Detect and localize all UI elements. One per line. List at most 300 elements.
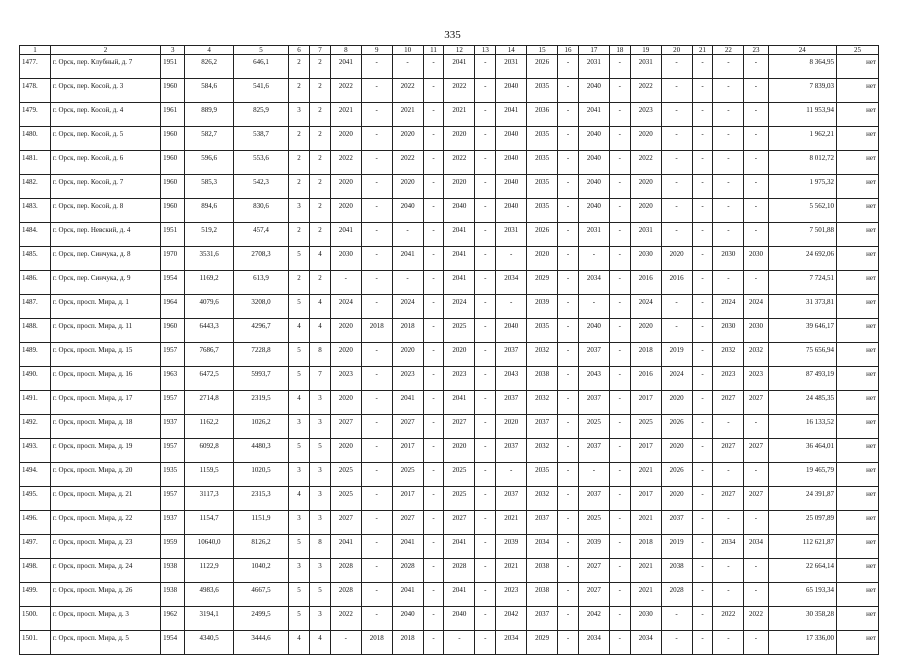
table-cell: 2020	[330, 439, 361, 463]
table-cell: 4340,5	[185, 631, 234, 655]
table-row	[20, 439, 879, 463]
table-cell: 2031	[630, 55, 661, 79]
table-cell: -	[475, 415, 496, 439]
table-cell: 2020	[330, 343, 361, 367]
table-cell: -	[661, 607, 692, 631]
table-cell: 2034	[630, 631, 661, 655]
table-cell: -	[609, 151, 630, 175]
table-cell: -	[661, 55, 692, 79]
table-row	[20, 535, 879, 559]
row-number-cell: 1491.	[20, 391, 51, 415]
table-cell: 25 097,89	[768, 511, 836, 535]
table-cell: нет	[836, 295, 878, 319]
table-cell: -	[423, 631, 444, 655]
table-cell: 1960	[161, 199, 185, 223]
table-cell: 541,6	[233, 79, 288, 103]
table-cell: 2020	[630, 127, 661, 151]
table-cell: -	[361, 607, 392, 631]
table-cell: -	[609, 631, 630, 655]
table-cell: 5	[309, 439, 330, 463]
table-cell: 31 373,81	[768, 295, 836, 319]
buildings-table	[19, 45, 879, 655]
table-cell: 4	[309, 247, 330, 271]
row-number-cell: 1498.	[20, 559, 51, 583]
table-cell: -	[330, 631, 361, 655]
table-cell: -	[692, 511, 713, 535]
table-cell: 1957	[161, 439, 185, 463]
table-cell: -	[361, 583, 392, 607]
table-cell: 2040	[496, 127, 527, 151]
table-cell: -	[361, 223, 392, 247]
table-cell: 2041	[330, 223, 361, 247]
table-cell: 585,3	[185, 175, 234, 199]
table-cell: -	[609, 415, 630, 439]
table-cell: -	[423, 367, 444, 391]
row-number-cell: 1482.	[20, 175, 51, 199]
table-cell: 2030	[713, 247, 744, 271]
table-cell: 2042	[578, 607, 609, 631]
table-cell: -	[330, 271, 361, 295]
table-cell: 2029	[527, 631, 558, 655]
table-cell: 2040	[578, 79, 609, 103]
table-cell: -	[744, 631, 768, 655]
table-cell: -	[661, 223, 692, 247]
table-row	[20, 55, 879, 79]
table-cell: 2041	[392, 583, 423, 607]
table-cell: -	[558, 295, 579, 319]
table-row	[20, 151, 879, 175]
address-cell: г. Орск, пер. Синчука, д. 9	[50, 271, 160, 295]
table-cell: 5 562,10	[768, 199, 836, 223]
table-cell: -	[361, 175, 392, 199]
table-cell: 2022	[444, 151, 475, 175]
table-cell: 2	[309, 199, 330, 223]
table-cell: -	[423, 319, 444, 343]
row-number-cell: 1489.	[20, 343, 51, 367]
table-cell: -	[423, 199, 444, 223]
table-cell: нет	[836, 391, 878, 415]
row-number-cell: 1490.	[20, 367, 51, 391]
table-cell: 2040	[496, 175, 527, 199]
table-cell: -	[423, 463, 444, 487]
table-cell: -	[609, 487, 630, 511]
table-cell: 8 364,95	[768, 55, 836, 79]
table-cell: 2020	[330, 199, 361, 223]
table-cell: -	[558, 319, 579, 343]
table-cell: 3	[309, 415, 330, 439]
table-cell: 2026	[527, 223, 558, 247]
column-header: 13	[475, 46, 496, 55]
table-cell: -	[744, 463, 768, 487]
column-header: 18	[609, 46, 630, 55]
table-cell: -	[661, 151, 692, 175]
table-cell: 4	[309, 295, 330, 319]
table-cell: -	[661, 103, 692, 127]
address-cell: г. Орск, просп. Мира, д. 18	[50, 415, 160, 439]
table-cell: -	[475, 151, 496, 175]
table-cell: 2020	[661, 439, 692, 463]
table-cell: 889,9	[185, 103, 234, 127]
table-cell: 1961	[161, 103, 185, 127]
table-cell: -	[475, 391, 496, 415]
table-cell: нет	[836, 127, 878, 151]
row-number-cell: 1497.	[20, 535, 51, 559]
table-cell: 1937	[161, 511, 185, 535]
table-cell: -	[661, 127, 692, 151]
table-cell: -	[423, 559, 444, 583]
table-cell: нет	[836, 583, 878, 607]
table-cell: 1957	[161, 487, 185, 511]
table-cell: 2030	[630, 247, 661, 271]
table-cell: 8126,2	[233, 535, 288, 559]
table-cell: 1040,2	[233, 559, 288, 583]
table-cell: 2038	[527, 367, 558, 391]
table-cell: -	[558, 367, 579, 391]
table-cell: 5	[289, 343, 310, 367]
column-header: 24	[768, 46, 836, 55]
table-cell: -	[609, 175, 630, 199]
table-cell: -	[475, 319, 496, 343]
table-cell: нет	[836, 415, 878, 439]
address-cell: г. Орск, пер. Косой, д. 6	[50, 151, 160, 175]
table-cell: -	[661, 79, 692, 103]
table-cell: -	[361, 535, 392, 559]
table-cell: 830,6	[233, 199, 288, 223]
table-cell: нет	[836, 223, 878, 247]
table-cell: 2039	[578, 535, 609, 559]
table-cell: -	[475, 199, 496, 223]
table-cell: 2023	[444, 367, 475, 391]
table-cell: 4	[289, 487, 310, 511]
table-cell: нет	[836, 199, 878, 223]
table-cell: -	[692, 343, 713, 367]
table-cell: 6472,5	[185, 367, 234, 391]
table-cell: 2027	[744, 439, 768, 463]
table-cell: 2019	[661, 343, 692, 367]
table-cell: -	[361, 343, 392, 367]
table-cell: -	[713, 103, 744, 127]
table-cell: 7 839,03	[768, 79, 836, 103]
table-cell: нет	[836, 487, 878, 511]
table-cell: 2031	[630, 223, 661, 247]
address-cell: г. Орск, пер. Косой, д. 3	[50, 79, 160, 103]
table-row	[20, 415, 879, 439]
table-cell: -	[475, 559, 496, 583]
table-cell: 2028	[330, 583, 361, 607]
table-cell: -	[692, 415, 713, 439]
table-cell: -	[361, 127, 392, 151]
table-cell: 2034	[713, 535, 744, 559]
table-cell: -	[423, 151, 444, 175]
table-cell: 1122,9	[185, 559, 234, 583]
table-row	[20, 271, 879, 295]
table-cell: 2037	[578, 343, 609, 367]
table-cell: -	[361, 199, 392, 223]
table-row	[20, 511, 879, 535]
address-cell: г. Орск, просп. Мира, д. 19	[50, 439, 160, 463]
table-cell: -	[609, 583, 630, 607]
table-cell: 2030	[744, 319, 768, 343]
table-cell: -	[609, 439, 630, 463]
table-cell: -	[744, 223, 768, 247]
table-cell: 2021	[630, 463, 661, 487]
table-cell: 2034	[496, 271, 527, 295]
table-cell: 2041	[578, 103, 609, 127]
table-cell: 7	[309, 367, 330, 391]
table-cell: 2017	[630, 439, 661, 463]
table-cell: 2040	[496, 151, 527, 175]
table-cell: 2	[289, 271, 310, 295]
table-cell: 2021	[330, 103, 361, 127]
table-cell: -	[744, 415, 768, 439]
table-cell: -	[392, 223, 423, 247]
table-cell: -	[692, 631, 713, 655]
table-cell: 3444,6	[233, 631, 288, 655]
table-cell: 2040	[578, 127, 609, 151]
table-cell: 2041	[330, 535, 361, 559]
table-cell: 112 621,87	[768, 535, 836, 559]
address-cell: г. Орск, пер. Косой, д. 8	[50, 199, 160, 223]
table-cell: 2020	[330, 391, 361, 415]
table-cell: 7 724,51	[768, 271, 836, 295]
table-cell: 1960	[161, 127, 185, 151]
column-header: 1	[20, 46, 51, 55]
table-cell: 2037	[527, 415, 558, 439]
table-cell: 2319,5	[233, 391, 288, 415]
table-cell: 2016	[661, 271, 692, 295]
table-cell: 4480,3	[233, 439, 288, 463]
table-cell: -	[558, 127, 579, 151]
column-header: 11	[423, 46, 444, 55]
table-cell: 2	[289, 127, 310, 151]
table-cell: 2041	[444, 391, 475, 415]
table-cell: 2025	[578, 415, 609, 439]
table-cell: -	[744, 511, 768, 535]
table-cell: -	[713, 415, 744, 439]
table-cell: -	[744, 559, 768, 583]
table-cell: 2027	[444, 511, 475, 535]
table-cell: -	[361, 151, 392, 175]
table-cell: 3	[289, 415, 310, 439]
table-cell: 826,2	[185, 55, 234, 79]
table-cell: -	[475, 631, 496, 655]
table-cell: -	[692, 319, 713, 343]
table-cell: 2041	[444, 535, 475, 559]
table-cell: 4296,7	[233, 319, 288, 343]
table-cell: -	[609, 247, 630, 271]
address-cell: г. Орск, пер. Синчука, д. 8	[50, 247, 160, 271]
table-cell: нет	[836, 151, 878, 175]
address-cell: г. Орск, пер. Косой, д. 4	[50, 103, 160, 127]
table-cell: 2020	[330, 175, 361, 199]
table-cell: -	[744, 127, 768, 151]
table-row	[20, 295, 879, 319]
table-cell: 3	[289, 511, 310, 535]
table-cell: 2021	[444, 103, 475, 127]
table-cell: 2032	[713, 343, 744, 367]
table-cell: -	[661, 631, 692, 655]
table-cell: 22 664,14	[768, 559, 836, 583]
table-cell: 2035	[527, 319, 558, 343]
table-cell: 2029	[527, 271, 558, 295]
table-cell: -	[692, 367, 713, 391]
table-cell: 1151,9	[233, 511, 288, 535]
table-cell: 1020,5	[233, 463, 288, 487]
table-cell: 5	[309, 583, 330, 607]
table-cell: 2018	[392, 319, 423, 343]
table-cell: -	[558, 271, 579, 295]
table-cell: 1960	[161, 319, 185, 343]
address-cell: г. Орск, пер. Косой, д. 7	[50, 175, 160, 199]
table-cell: 542,3	[233, 175, 288, 199]
table-cell: 2031	[578, 223, 609, 247]
column-header: 22	[713, 46, 744, 55]
table-cell: 2027	[392, 511, 423, 535]
address-cell: г. Орск, просп. Мира, д. 20	[50, 463, 160, 487]
table-row	[20, 223, 879, 247]
address-cell: г. Орск, пер. Косой, д. 5	[50, 127, 160, 151]
table-cell: 2042	[496, 607, 527, 631]
table-cell: 1951	[161, 223, 185, 247]
table-cell: -	[713, 55, 744, 79]
table-cell: -	[744, 79, 768, 103]
table-cell: 519,2	[185, 223, 234, 247]
table-cell: -	[692, 463, 713, 487]
table-cell: 2020	[392, 127, 423, 151]
column-header: 20	[661, 46, 692, 55]
table-cell: 2022	[444, 79, 475, 103]
table-cell: -	[361, 247, 392, 271]
table-cell: 2043	[496, 367, 527, 391]
table-cell: -	[661, 199, 692, 223]
table-cell: 1 975,32	[768, 175, 836, 199]
table-cell: -	[496, 247, 527, 271]
table-cell: 2020	[392, 175, 423, 199]
table-cell: 825,9	[233, 103, 288, 127]
table-cell: 6092,8	[185, 439, 234, 463]
table-cell: 2021	[496, 511, 527, 535]
table-cell: -	[423, 271, 444, 295]
column-header: 4	[185, 46, 234, 55]
table-cell: -	[423, 583, 444, 607]
table-cell: 582,7	[185, 127, 234, 151]
table-cell: -	[609, 319, 630, 343]
table-cell: 2	[289, 223, 310, 247]
table-cell: 2040	[578, 175, 609, 199]
table-cell: 2020	[630, 175, 661, 199]
table-cell: 17 336,00	[768, 631, 836, 655]
table-cell: 2032	[744, 343, 768, 367]
table-cell: 2020	[661, 487, 692, 511]
table-cell: -	[361, 415, 392, 439]
table-cell: -	[475, 583, 496, 607]
table-cell: 2037	[578, 487, 609, 511]
table-cell: 2030	[630, 607, 661, 631]
address-cell: г. Орск, просп. Мира, д. 22	[50, 511, 160, 535]
column-header: 9	[361, 46, 392, 55]
table-cell: 2037	[578, 439, 609, 463]
table-cell: -	[361, 271, 392, 295]
column-header: 7	[309, 46, 330, 55]
row-number-cell: 1495.	[20, 487, 51, 511]
table-cell: 2032	[527, 439, 558, 463]
table-cell: 3531,6	[185, 247, 234, 271]
table-cell: 2018	[361, 319, 392, 343]
table-cell: нет	[836, 103, 878, 127]
table-cell: 2028	[330, 559, 361, 583]
column-header: 14	[496, 46, 527, 55]
table-cell: -	[423, 295, 444, 319]
table-cell: -	[361, 463, 392, 487]
table-cell: 3208,0	[233, 295, 288, 319]
table-cell: -	[692, 247, 713, 271]
table-cell: 2037	[496, 487, 527, 511]
table-cell: 4667,5	[233, 583, 288, 607]
row-number-cell: 1480.	[20, 127, 51, 151]
row-number-cell: 1501.	[20, 631, 51, 655]
table-cell: 1937	[161, 415, 185, 439]
table-cell: 4	[289, 391, 310, 415]
column-header: 6	[289, 46, 310, 55]
table-cell: 2026	[661, 463, 692, 487]
table-cell: -	[578, 247, 609, 271]
table-cell: нет	[836, 55, 878, 79]
table-cell: 2025	[330, 487, 361, 511]
table-cell: 2020	[444, 343, 475, 367]
table-cell: -	[692, 223, 713, 247]
table-cell: 2714,8	[185, 391, 234, 415]
table-cell: 2020	[444, 127, 475, 151]
table-cell: 4	[289, 631, 310, 655]
table-cell: 2016	[630, 271, 661, 295]
table-cell: 2020	[392, 343, 423, 367]
table-row	[20, 391, 879, 415]
table-cell: 2040	[392, 199, 423, 223]
table-cell: 8 012,72	[768, 151, 836, 175]
table-cell: 2040	[578, 319, 609, 343]
table-cell: 2027	[392, 415, 423, 439]
table-cell: -	[692, 199, 713, 223]
table-cell: 2027	[713, 487, 744, 511]
table-cell: 2036	[527, 103, 558, 127]
table-cell: -	[713, 583, 744, 607]
table-cell: -	[692, 151, 713, 175]
table-cell: -	[609, 463, 630, 487]
table-cell: нет	[836, 319, 878, 343]
table-cell: 2035	[527, 463, 558, 487]
table-cell: -	[558, 487, 579, 511]
table-cell: 2041	[444, 55, 475, 79]
table-cell: 8	[309, 343, 330, 367]
table-cell: -	[692, 55, 713, 79]
table-cell: -	[361, 103, 392, 127]
table-cell: 3	[289, 559, 310, 583]
table-cell: 2022	[392, 151, 423, 175]
table-cell: 1960	[161, 79, 185, 103]
table-cell: 2022	[330, 79, 361, 103]
table-cell: 2043	[578, 367, 609, 391]
table-cell: 2020	[330, 319, 361, 343]
table-row	[20, 79, 879, 103]
table-cell: -	[361, 559, 392, 583]
table-cell: 2030	[330, 247, 361, 271]
table-cell: 2021	[496, 559, 527, 583]
table-cell: -	[558, 439, 579, 463]
table-cell: 2027	[330, 511, 361, 535]
table-cell: 2024	[661, 367, 692, 391]
table-cell: 2040	[578, 151, 609, 175]
row-number-cell: 1477.	[20, 55, 51, 79]
